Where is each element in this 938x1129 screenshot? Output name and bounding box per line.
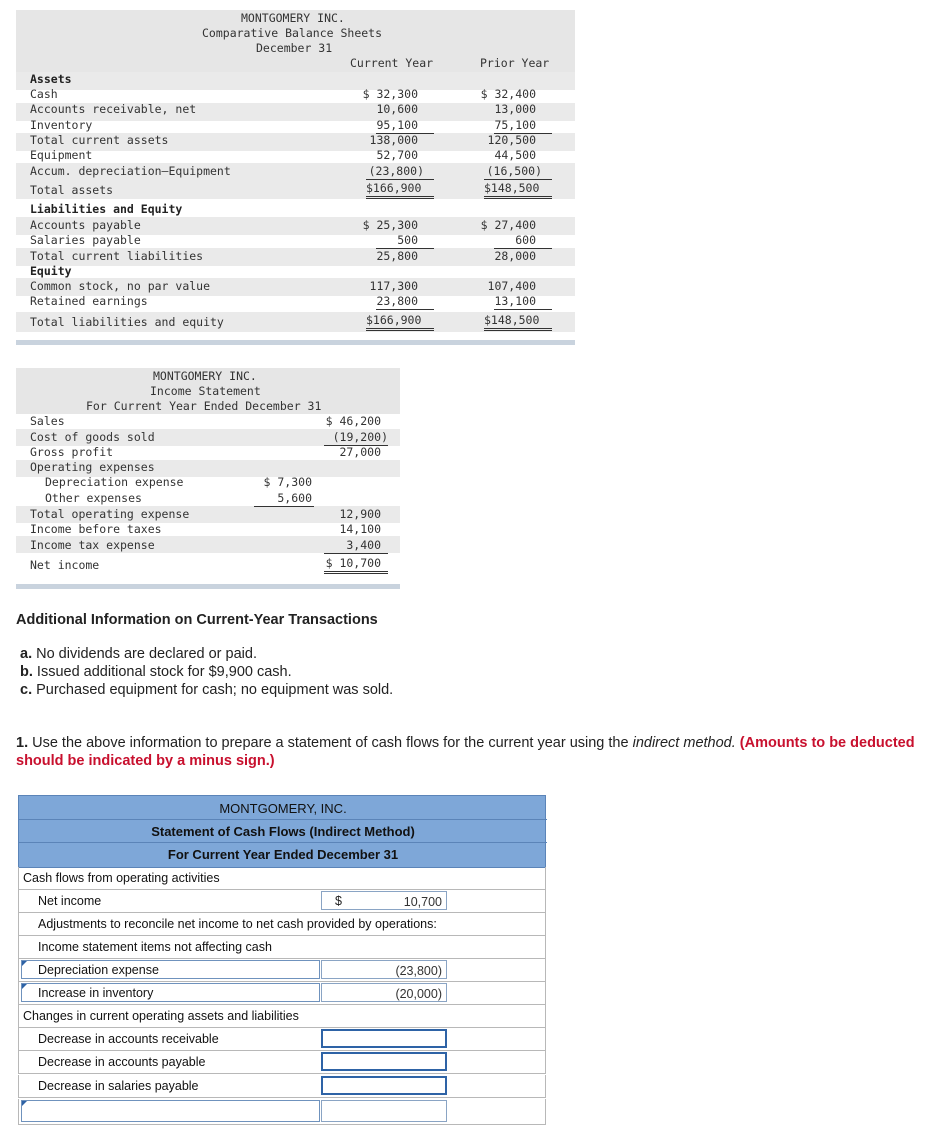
is-net-income-box: [324, 556, 388, 574]
cf-row: [18, 867, 546, 890]
is-label: Operating expenses: [30, 460, 155, 474]
is-value: 3,400: [346, 538, 381, 552]
cf-noncash-heading: Income statement items not affecting cash: [38, 940, 272, 954]
bs-row-current-underlined: [376, 233, 434, 249]
is-value: $ 46,200: [325, 414, 381, 428]
bs-row-prior: $148,500: [484, 181, 540, 195]
bs-row-label: Accounts receivable, net: [30, 102, 197, 116]
is-label: Depreciation expense: [45, 475, 184, 489]
bs-row-current: 10,600: [376, 102, 418, 116]
income-statement: [16, 368, 400, 590]
cf-header: [18, 795, 546, 868]
bs-row-current: $ 32,300: [362, 87, 418, 101]
is-company: MONTGOMERY INC.: [153, 369, 257, 383]
cf-ap-label: Decrease in accounts payable: [38, 1055, 206, 1069]
cf-header-divider: [19, 819, 547, 820]
bs-equity-heading: Equity: [30, 264, 72, 278]
bs-row-prior-underlined: [494, 294, 552, 310]
cf-row: [18, 1051, 546, 1074]
bs-row-prior: $ 27,400: [480, 218, 536, 232]
bs-row-current: 138,000: [369, 133, 418, 147]
bs-row-prior: (16,500): [486, 164, 542, 178]
is-value-underlined: [324, 430, 388, 446]
bs-row-current: $166,900: [366, 181, 422, 195]
cf-changes-heading: Changes in current operating assets and liabilities: [23, 1009, 299, 1023]
question-prompt: [16, 734, 921, 770]
bs-total-le-current-box: [366, 313, 434, 331]
cf-operating-heading: Cash flows from operating activities: [23, 871, 220, 885]
cf-net-income-label: Net income: [38, 894, 102, 908]
balance-sheet: [16, 10, 575, 345]
bs-row-label: Total current assets: [30, 133, 169, 147]
bs-row-label: Inventory: [30, 118, 93, 132]
bs-title: Comparative Balance Sheets: [202, 26, 383, 40]
bs-row-label: Equipment: [30, 148, 93, 162]
cf-depr-input[interactable]: [321, 960, 447, 979]
additional-item: [20, 664, 292, 680]
bs-row-prior-underlined: [494, 118, 552, 134]
bs-row-prior-underlined: [494, 233, 552, 249]
item-text: Issued additional stock for $9,900 cash.: [32, 664, 292, 680]
cf-ar-label: Decrease in accounts receivable: [38, 1032, 219, 1046]
bs-row-prior: $ 32,400: [480, 87, 536, 101]
is-label: Net income: [30, 558, 100, 572]
bs-row-prior: 75,100: [494, 118, 536, 132]
cf-row: [18, 1099, 546, 1125]
item-key: a.: [20, 646, 33, 662]
cf-net-income-value: 10,700: [403, 895, 442, 909]
bs-row-label: Accounts payable: [30, 218, 141, 232]
cf-sal-label: Decrease in salaries payable: [38, 1079, 199, 1093]
cf-ap-input[interactable]: [321, 1052, 447, 1071]
bs-row-label: Retained earnings: [30, 294, 148, 308]
dropdown-corner-icon: [22, 961, 27, 966]
bs-total-assets-current-box: [366, 181, 434, 199]
bs-row-current: 117,300: [369, 279, 418, 293]
bs-row-current: 500: [397, 233, 418, 247]
cf-row: [18, 1028, 546, 1051]
cf-blank-input[interactable]: [321, 1100, 447, 1122]
bs-company: MONTGOMERY INC.: [241, 11, 345, 25]
is-bottom-rule: [16, 584, 400, 589]
dropdown-corner-icon: [22, 984, 27, 989]
cf-depr-label: Depreciation expense: [38, 963, 159, 977]
item-key: c.: [20, 682, 33, 698]
is-value-underlined: [324, 538, 388, 554]
bs-row-label: Salaries payable: [30, 233, 141, 247]
bs-row-prior: 44,500: [494, 148, 536, 162]
is-label: Income tax expense: [30, 538, 155, 552]
bs-date: December 31: [256, 41, 333, 55]
is-label: Cost of goods sold: [30, 430, 155, 444]
is-label: Gross profit: [30, 445, 114, 459]
bs-col-current: Current Year: [350, 56, 434, 70]
cf-sal-input[interactable]: [321, 1076, 447, 1095]
bs-row-prior-underlined: [484, 164, 552, 180]
additional-info-title: Additional Information on Current-Year Transactions: [16, 612, 378, 628]
is-label: Sales: [30, 414, 65, 428]
bs-row-prior: 107,400: [487, 279, 536, 293]
is-value: 12,900: [339, 507, 381, 521]
bs-row-prior: 600: [515, 233, 536, 247]
cf-inv-value: (20,000): [395, 987, 442, 1001]
bs-row-prior: 13,000: [494, 102, 536, 116]
bs-row-label: Total liabilities and equity: [30, 315, 224, 329]
bs-row-label: Common stock, no par value: [30, 279, 211, 293]
bs-row-current: 95,100: [376, 118, 418, 132]
cf-depr-value: (23,800): [395, 964, 442, 978]
cf-row: [18, 959, 546, 982]
bs-row-current: 23,800: [376, 294, 418, 308]
cf-company: MONTGOMERY, INC.: [219, 801, 347, 816]
bs-row-label: Total current liabilities: [30, 249, 204, 263]
bs-row-label: Accum. depreciation—Equipment: [30, 164, 231, 178]
cf-header-divider: [19, 842, 547, 843]
cf-adjust-heading: Adjustments to reconcile net income to net cash provided by operations:: [38, 917, 437, 931]
is-value: 5,600: [277, 491, 312, 505]
cash-flow-worksheet: [18, 795, 546, 1129]
question-instruction: (Amounts to be deducted should be indicated by a minus sign.): [16, 735, 915, 769]
question-number: 1.: [16, 735, 29, 751]
cf-inv-label: Increase in inventory: [38, 986, 154, 1000]
item-text: No dividends are declared or paid.: [32, 646, 257, 662]
bs-row-prior: 28,000: [494, 249, 536, 263]
cf-inv-input[interactable]: [321, 983, 447, 1002]
cf-currency-symbol: $: [335, 894, 342, 908]
bs-row-current-underlined: [376, 118, 434, 134]
bs-row-current: 25,800: [376, 249, 418, 263]
bs-row-label: Total assets: [30, 183, 114, 197]
bs-bottom-rule: [16, 340, 575, 345]
item-text: Purchased equipment for cash; no equipment was sold.: [32, 682, 394, 698]
cf-row: [18, 936, 546, 959]
bs-liab-heading: Liabilities and Equity: [30, 202, 183, 216]
bs-row-current: $166,900: [366, 313, 422, 327]
bs-row-current-underlined: [376, 294, 434, 310]
is-value: $ 10,700: [325, 556, 381, 570]
cf-row: [18, 1005, 546, 1028]
is-period: For Current Year Ended December 31: [86, 399, 322, 413]
bs-row-current: 52,700: [376, 148, 418, 162]
cf-period: For Current Year Ended December 31: [167, 847, 399, 862]
bs-row-prior: 120,500: [487, 133, 536, 147]
bs-total-le-prior-box: [484, 313, 552, 331]
is-title: Income Statement: [150, 384, 261, 398]
additional-item: [20, 682, 393, 698]
bs-total-assets-prior-box: [484, 181, 552, 199]
question-text: Use the above information to prepare a statement of cash flows for the current year using the: [28, 735, 633, 751]
bs-assets-heading: Assets: [30, 72, 72, 86]
bs-col-prior: Prior Year: [480, 56, 550, 70]
is-label: Income before taxes: [30, 522, 162, 536]
cf-row: [18, 890, 546, 913]
bs-row-current: (23,800): [368, 164, 424, 178]
cf-blank-label-dropdown[interactable]: [21, 1100, 320, 1122]
is-label: Total operating expense: [30, 507, 190, 521]
cf-row: [18, 913, 546, 936]
cf-ar-input[interactable]: [321, 1029, 447, 1048]
bs-row-prior: 13,100: [494, 294, 536, 308]
is-value: 14,100: [339, 522, 381, 536]
cf-row: [18, 1075, 546, 1098]
cf-title: Statement of Cash Flows (Indirect Method): [151, 824, 415, 839]
additional-item: [20, 646, 257, 662]
cf-row: [18, 982, 546, 1005]
is-value-underlined: [254, 491, 314, 507]
bs-row-label: Cash: [30, 87, 58, 101]
is-value: (19,200): [332, 430, 388, 444]
is-label: Other expenses: [45, 491, 142, 505]
bs-row-current-underlined: [366, 164, 434, 180]
question-method: indirect method.: [632, 735, 736, 751]
is-value: 27,000: [339, 445, 381, 459]
bs-row-prior: $148,500: [484, 313, 540, 327]
is-value: $ 7,300: [263, 475, 312, 489]
dropdown-corner-icon: [22, 1101, 27, 1106]
bs-row-current: $ 25,300: [362, 218, 418, 232]
item-key: b.: [20, 664, 33, 680]
